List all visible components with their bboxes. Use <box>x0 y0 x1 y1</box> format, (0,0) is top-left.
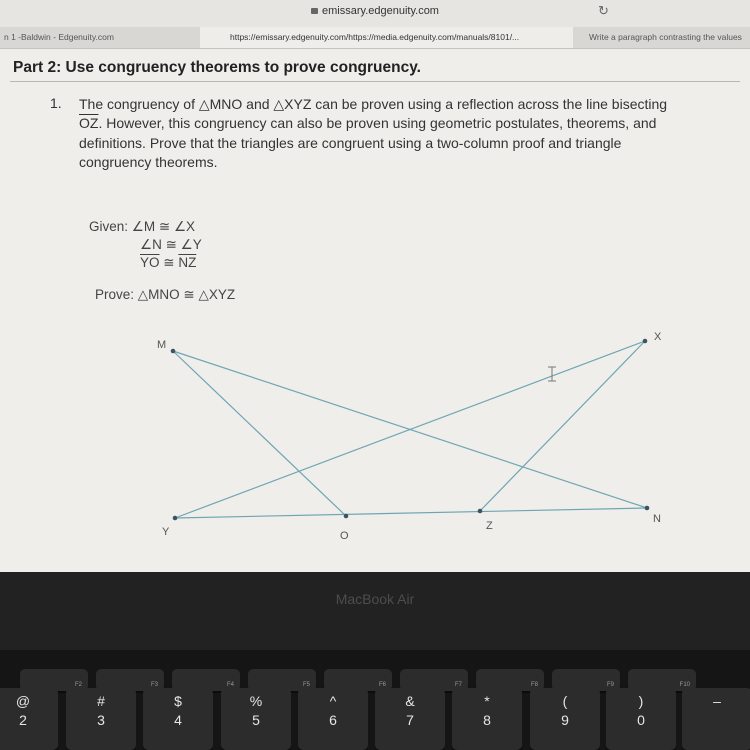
key-5[interactable]: % 5 <box>221 688 291 750</box>
given-3-right: $\overline{NZ}$ <box>178 255 197 270</box>
label-z: Z <box>486 520 493 532</box>
segment-yx <box>175 341 645 518</box>
triangle-figure <box>0 49 750 572</box>
key-f5[interactable]: F5 <box>248 669 316 691</box>
point-n <box>645 506 650 511</box>
key-minus[interactable]: – <box>682 688 750 750</box>
key-0[interactable]: ) 0 <box>606 688 676 750</box>
label-x: X <box>654 331 662 343</box>
point-z <box>478 509 483 514</box>
laptop-bezel <box>0 572 750 650</box>
segment-oz: $\overline{OZ}$ <box>79 115 99 132</box>
key-3[interactable]: # 3 <box>66 688 136 750</box>
page-title: Part 2: Use congruency theorems to prove congruency. <box>13 59 421 76</box>
key-f7[interactable]: F7 <box>400 669 468 691</box>
segment-yn <box>175 508 647 518</box>
point-y <box>173 516 178 521</box>
key-2[interactable]: @ 2 <box>0 688 58 750</box>
given-1: ∠M ≅ ∠X <box>131 219 196 234</box>
question-line-1: The congruency of △MNO and △XYZ can be proven using a reflection across the line bisecting <box>79 96 668 112</box>
lock-icon <box>311 8 318 14</box>
key-f6[interactable]: F6 <box>324 669 392 691</box>
key-7[interactable]: & 7 <box>375 688 445 750</box>
key-f4[interactable]: F4 <box>172 669 240 691</box>
label-m: M <box>157 339 167 351</box>
prove-statement: Prove: △MNO ≅ △XYZ <box>95 287 236 302</box>
key-f10[interactable]: F10 <box>628 669 696 691</box>
reload-icon[interactable]: ↻ <box>598 3 609 18</box>
keyboard <box>0 650 750 750</box>
address-bar[interactable] <box>0 0 750 28</box>
tab-edgenuity[interactable]: n 1 -Baldwin - Edgenuity.com <box>4 32 114 42</box>
question-line-4: congruency theorems. <box>79 153 218 170</box>
given-3-congruent: ≅ <box>159 255 179 270</box>
key-4[interactable]: $ 4 <box>143 688 213 750</box>
key-9[interactable]: ( 9 <box>530 688 600 750</box>
key-f2[interactable]: F2 <box>20 669 88 691</box>
given-3-left: $\overline{YO}$ <box>140 255 160 270</box>
question-line-2: . However, this congruency can also be proven using geometric postulates, theorems, and <box>98 115 657 132</box>
key-f9[interactable]: F9 <box>552 669 620 691</box>
label-n: N <box>653 513 661 525</box>
point-o <box>344 514 349 519</box>
given-2: ∠N ≅ ∠Y <box>140 237 202 252</box>
segment-zx <box>480 341 645 511</box>
point-x <box>643 339 648 344</box>
segment-mo <box>173 351 346 516</box>
key-f3[interactable]: F3 <box>96 669 164 691</box>
question-number: 1. <box>50 95 62 111</box>
given-label: Given: <box>89 219 129 234</box>
key-6[interactable]: ^ 6 <box>298 688 368 750</box>
label-o: O <box>340 530 349 542</box>
address-text <box>0 5 750 17</box>
label-y: Y <box>162 526 170 538</box>
text-cursor-icon <box>548 367 556 381</box>
tab-bar <box>0 27 750 49</box>
question-line-3: definitions. Prove that the triangles are congruent using a two-column proof and triangle <box>79 134 622 151</box>
tab-manuals[interactable]: https://emissary.edgenuity.com/https://media.edgenuity.com/manuals/8101/... <box>200 27 573 48</box>
key-f8[interactable]: F8 <box>476 669 544 691</box>
key-8[interactable]: * 8 <box>452 688 522 750</box>
tab-paragraph[interactable]: Write a paragraph contrasting the values <box>589 32 742 42</box>
brand-label: MacBook Air <box>335 591 415 607</box>
point-m <box>171 349 176 354</box>
address-url: emissary.edgenuity.com <box>322 5 439 17</box>
